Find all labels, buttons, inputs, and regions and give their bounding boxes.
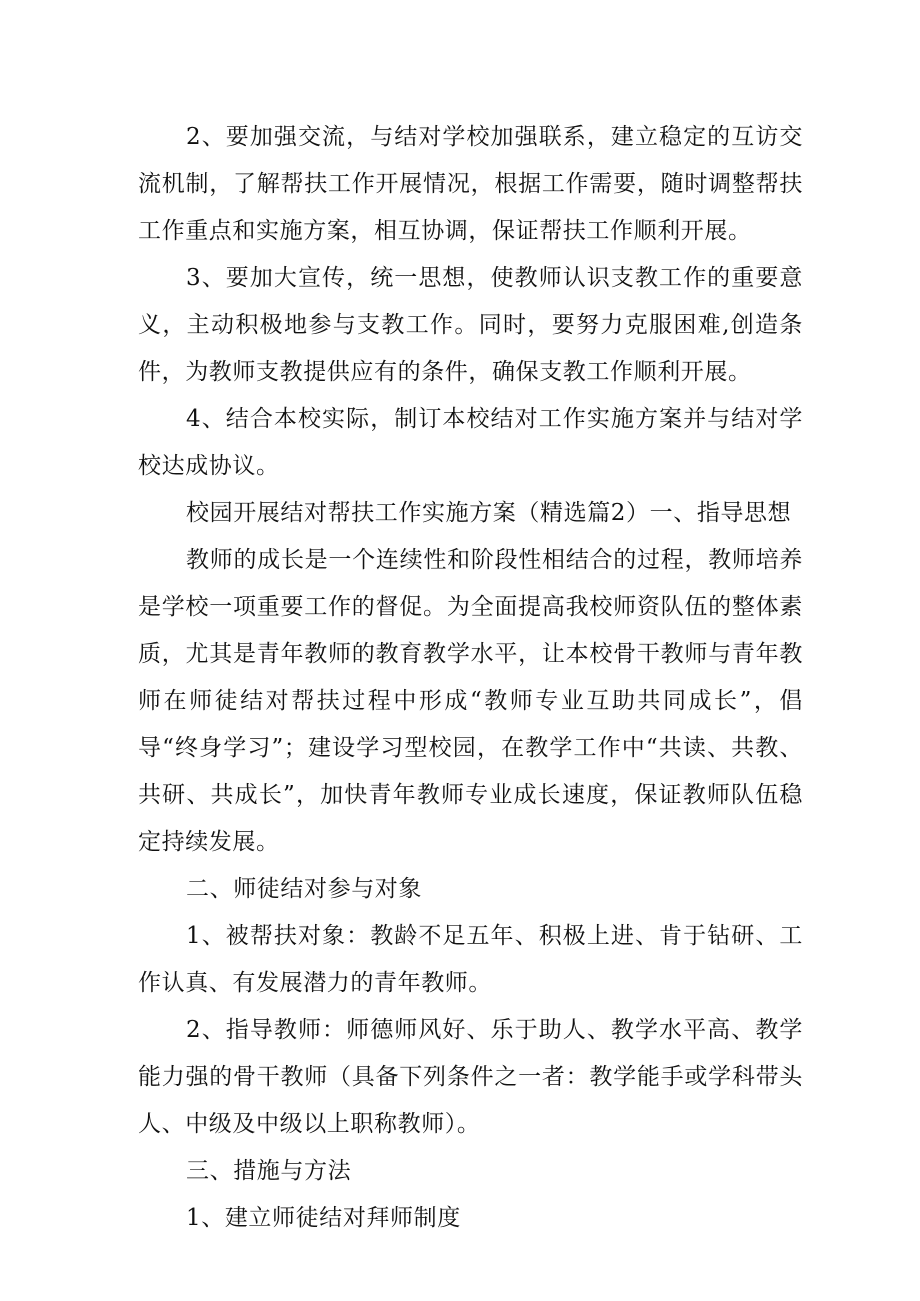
- section-heading-guiding-idea: 校园开展结对帮扶工作实施方案（精选篇2）一、指导思想: [186, 500, 792, 526]
- paragraph-mentor: 2、指导教师：师德师风好、乐于助人、教学水平高、教学能力强的骨干教师（具备下列条件之一者：教学能手或学科带头人、中级及中级以上职称教师）。: [138, 1017, 803, 1137]
- paragraph-teacher-growth: 教师的成长是一个连续性和阶段性相结合的过程，教师培养是学校一项重要工作的督促。为全面提高我校师资队伍的整体素质，尤其是青年教师的教育教学水平，让本校骨干教师与青年教师在师徒结对帮扶过程中形成“教师专业互助共同成长”，倡导“终身学习”；建设学习型校园，在教学工作中“共读、共教、共研、共成长”，加快青年教师专业成长速度，保证教师队伍稳定持续发展。: [138, 547, 803, 855]
- paragraph-exchange: 2、要加强交流，与结对学校加强联系，建立稳定的互访交流机制，了解帮扶工作开展情况，根据工作需要，随时调整帮扶工作重点和实施方案，相互协调，保证帮扶工作顺利开展。: [138, 124, 803, 244]
- paragraph-mentorship-system: 1、建立师徒结对拜师制度: [186, 1205, 461, 1231]
- section-heading-measures: 三、措施与方法: [186, 1158, 352, 1184]
- section-heading-participants: 二、师徒结对参与对象: [186, 876, 422, 902]
- paragraph-mentee: 1、被帮扶对象：教龄不足五年、积极上进、肯于钻研、工作认真、有发展潜力的青年教师。: [138, 923, 803, 996]
- document-body: [138, 114, 803, 1242]
- paragraph-publicity: 3、要加大宣传，统一思想，使教师认识支教工作的重要意义，主动积极地参与支教工作。同时，要努力克服困难,创造条件，为教师支教提供应有的条件，确保支教工作顺利开展。: [138, 265, 803, 385]
- paragraph-agreement: 4、结合本校实际，制订本校结对工作实施方案并与结对学校达成协议。: [138, 406, 803, 479]
